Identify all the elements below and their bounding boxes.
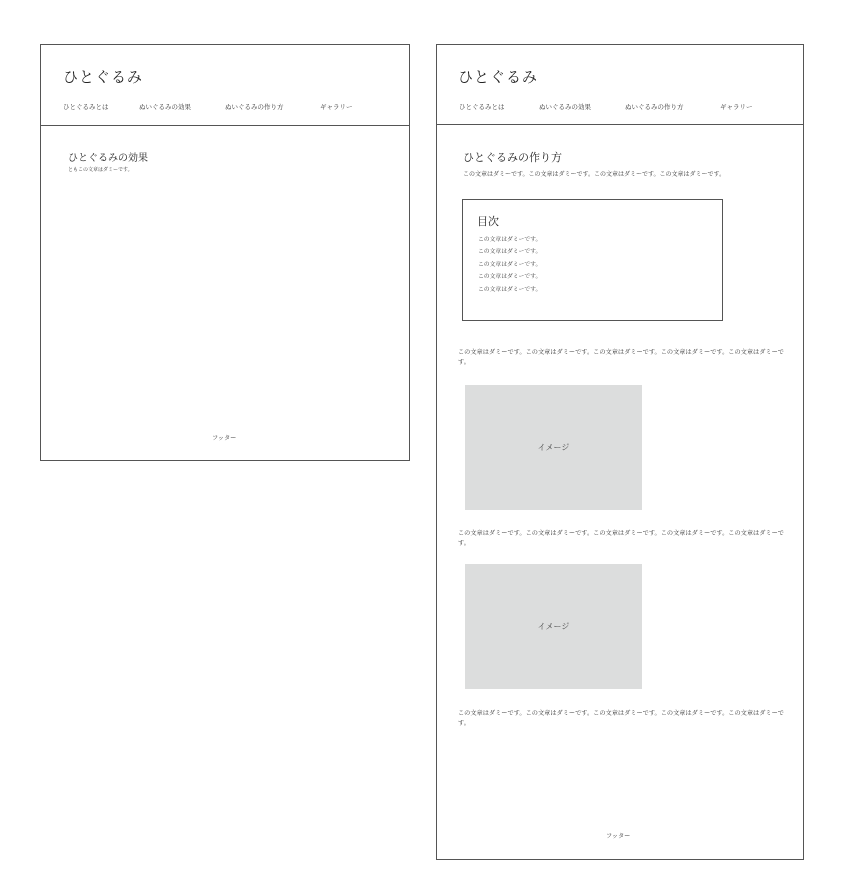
image-placeholder-2	[465, 564, 642, 689]
toc-title: 目次	[477, 215, 499, 228]
paragraph-1: この文章はダミーです。この文章はダミーです。この文章はダミーです。この文章はダミーです。この文章はダミーです。	[458, 349, 784, 366]
page-heading: ひとぐるみの作り方	[463, 151, 562, 164]
toc-item[interactable]: この文章はダミーです。	[478, 237, 542, 243]
image-label: イメージ	[537, 622, 570, 631]
header-divider	[41, 125, 409, 126]
wireframe-effects-page	[40, 44, 410, 461]
toc-item[interactable]: この文章はダミーです。	[478, 261, 542, 268]
nav-item-gallery[interactable]: ギャラリー	[720, 103, 753, 111]
table-of-contents	[462, 199, 723, 321]
nav-item-about[interactable]: ひとぐるみとは	[63, 103, 109, 111]
header-divider	[437, 124, 803, 125]
paragraph-3: この文章はダミーです。この文章はダミーです。この文章はダミーです。この文章はダミーです。この文章はダミーです。	[458, 710, 784, 727]
wireframe-howto-page	[436, 44, 804, 860]
nav-item-about[interactable]: ひとぐるみとは	[459, 103, 505, 111]
image-placeholder-1	[465, 385, 642, 510]
footer: フッター	[606, 833, 631, 840]
nav-item-effects[interactable]: ぬいぐるみの効果	[539, 103, 591, 111]
global-nav	[63, 102, 353, 111]
toc-item[interactable]: この文章はダミーです。	[478, 274, 542, 281]
footer: フッター	[212, 435, 237, 442]
nav-item-effects[interactable]: ぬいぐるみの効果	[139, 103, 191, 111]
site-title[interactable]: ひとぐるみ	[63, 68, 144, 86]
nav-item-howto[interactable]: ぬいぐるみの作り方	[625, 103, 684, 111]
site-title[interactable]: ひとぐるみ	[458, 68, 539, 86]
nav-item-gallery[interactable]: ギャラリー	[320, 103, 353, 111]
page-heading: ひとぐるみの効果	[68, 153, 148, 164]
body-text: ともこの文章はダミーです。	[68, 167, 133, 173]
nav-item-howto[interactable]: ぬいぐるみの作り方	[225, 103, 284, 111]
toc-item[interactable]: この文章はダミーです。	[478, 249, 542, 256]
image-label: イメージ	[537, 443, 570, 452]
toc-item[interactable]: この文章はダミーです。	[478, 286, 542, 293]
global-nav	[459, 102, 753, 111]
toc-list	[478, 234, 541, 296]
intro-text: この文章はダミーです。この文章はダミーです。この文章はダミーです。この文章はダミーです。	[463, 171, 726, 178]
paragraph-2: この文章はダミーです。この文章はダミーです。この文章はダミーです。この文章はダミーです。この文章はダミーです。	[458, 530, 784, 547]
